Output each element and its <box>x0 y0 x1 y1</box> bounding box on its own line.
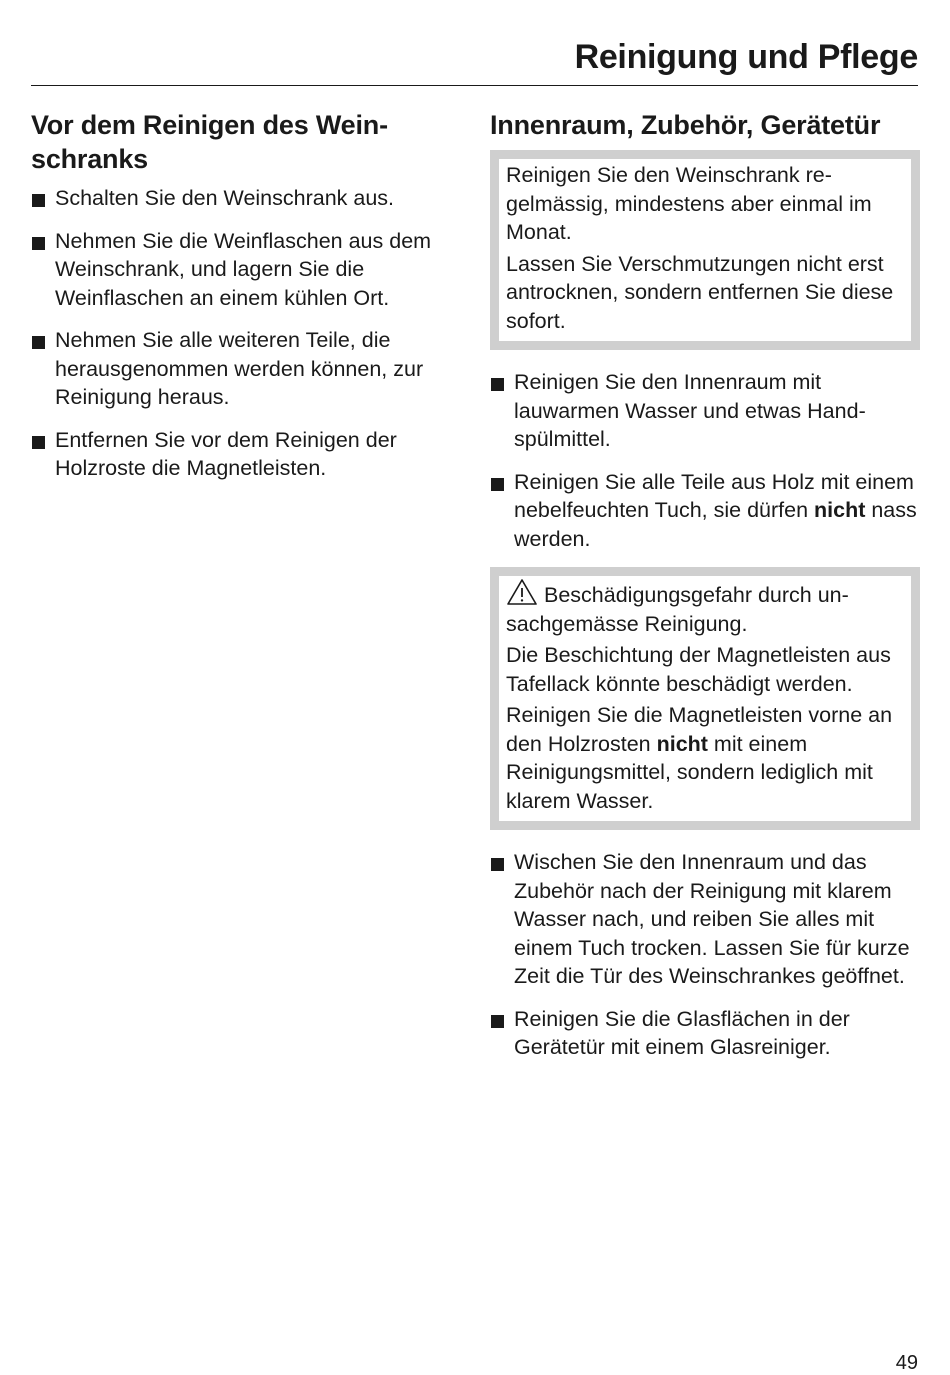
right-column <box>490 108 920 1076</box>
bullet-square-icon <box>491 378 504 391</box>
list-item <box>490 368 920 454</box>
list-item <box>490 468 920 554</box>
list-item-text: Schalten Sie den Weinschrank aus. <box>55 186 395 210</box>
bullet-square-icon <box>491 1015 504 1028</box>
cleaning-list-a <box>490 368 920 553</box>
list-item-text: Nehmen Sie alle weiteren Teile, die herausgenommen werden können, zur Reinigung heraus. <box>55 328 424 409</box>
section-heading-before-cleaning <box>31 108 461 176</box>
preparation-list <box>31 184 461 483</box>
bullet-square-icon <box>32 436 45 449</box>
page-number: 49 <box>895 1352 918 1374</box>
left-column <box>31 108 461 497</box>
emphasis-text: nicht <box>656 731 708 756</box>
heading-line-1: Vor dem Reinigen des Wein- <box>31 110 388 140</box>
list-item-text: Entfernen Sie vor dem Reinigen der Holzroste die Magnetleisten. <box>55 427 397 480</box>
heading-line-2: schranks <box>31 144 148 174</box>
section-heading-interior: Innenraum, Zubehör, Gerätetür <box>490 110 881 140</box>
list-item-text: Reinigen Sie die Glasflächen in der Gerätetür mit einem Glasreiniger. <box>514 1006 850 1059</box>
page-title: Reinigung und Pflege <box>574 38 918 76</box>
bullet-square-icon <box>32 237 45 250</box>
bullet-square-icon <box>32 194 45 207</box>
bullet-square-icon <box>32 336 45 349</box>
list-item <box>490 1005 920 1062</box>
page-header <box>31 38 918 86</box>
text-segment: Reinigen Sie die Magnetleisten vorne an den Holzrosten <box>506 703 893 756</box>
warning-box <box>490 567 920 830</box>
text-segment: nass werden. <box>514 498 917 551</box>
list-item-text <box>514 470 917 551</box>
emphasis-text: nicht <box>814 498 866 522</box>
list-item <box>31 426 461 483</box>
bullet-square-icon <box>491 858 504 871</box>
info-box-text: Lassen Sie Verschmutzungen nicht erst antrocknen, sondern entfernen Sie diese sofort. <box>506 251 894 333</box>
list-item-text: Reinigen Sie den Innenraum mit lauwarmen Wasser und etwas Handspülmittel. <box>514 370 866 451</box>
warning-triangle-icon <box>506 578 538 606</box>
list-item <box>31 227 461 313</box>
cleaning-list-b <box>490 848 920 1062</box>
list-item <box>31 184 461 213</box>
warning-text: Die Beschichtung der Magnetleisten aus Tafellack könnte beschädigt werden. <box>506 643 891 696</box>
list-item <box>490 848 920 991</box>
list-item-text: Wischen Sie den Innenraum und das Zubehör nach der Reinigung mit klarem Wasser nach, und reiben Sie alles mit einem Tuch trocken. Lassen Sie für kurze Zeit die Tür des Weinschrankes geöffnet. <box>514 850 910 988</box>
info-box-text: Reinigen Sie den Weinschrank regelmässig, mindestens aber einmal im Monat. <box>506 163 872 244</box>
text-segment: mit einem Reinigungsmittel, sondern lediglich mit klarem Wasser. <box>506 731 873 813</box>
warning-text <box>506 701 901 815</box>
list-item <box>31 326 461 412</box>
info-box <box>490 150 920 350</box>
text-segment: Reinigen Sie alle Teile aus Holz mit einem nebelfeuchten Tuch, sie dürfen <box>514 469 914 522</box>
warning-title <box>506 578 901 638</box>
list-item-text: Nehmen Sie die Weinflaschen aus dem Weinschrank, und lagern Sie die Weinflaschen an einem kühlen Ort. <box>55 228 432 310</box>
warning-title-text: Beschädigungsgefahr durch unsachgemässe Reinigung. <box>506 583 849 636</box>
bullet-square-icon <box>491 478 504 491</box>
